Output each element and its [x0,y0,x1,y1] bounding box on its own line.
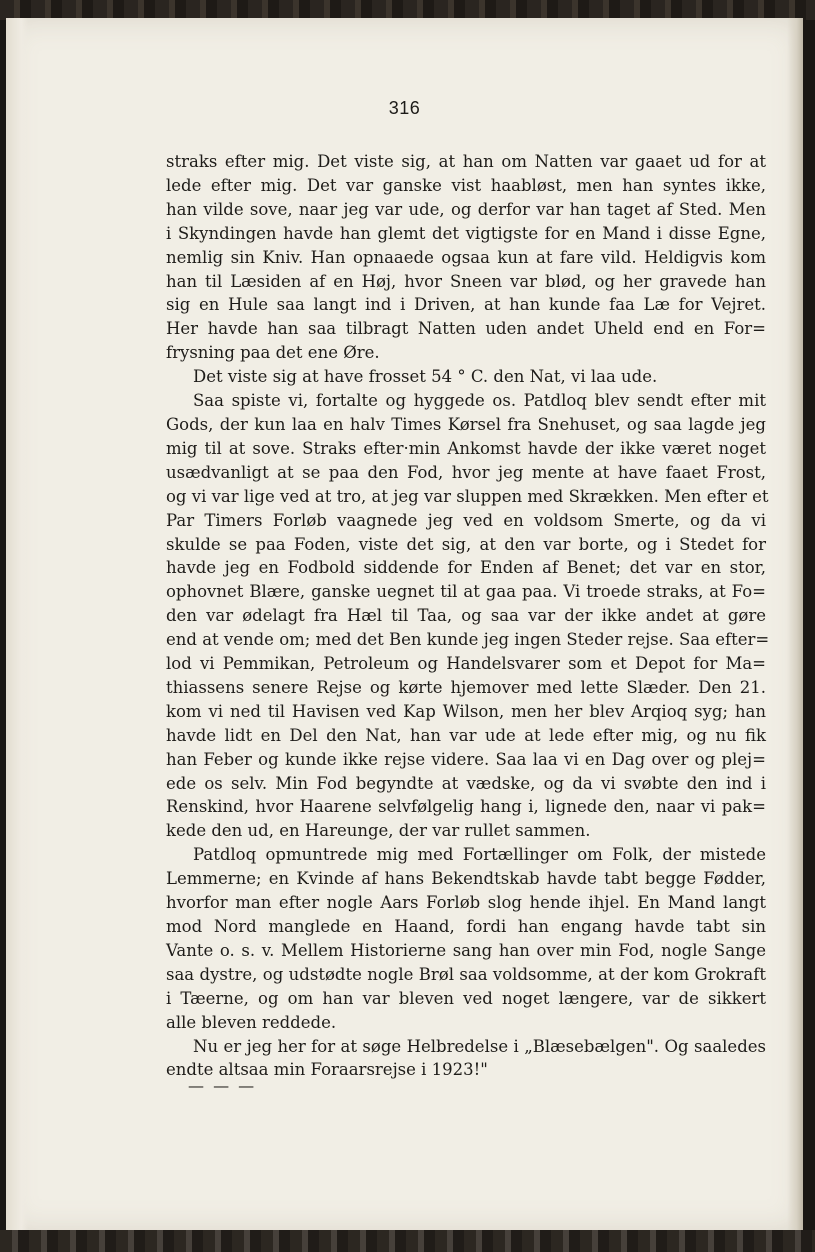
text-line: thiassens senere Rejse og kørte hjemover med lette Slæder. Den 21. [166,677,766,697]
text-line: havde lidt en Del den Nat, han var ude at lede efter mig, og nu fik [166,725,766,745]
text-line: saa dystre, og udstødte nogle Brøl saa voldsomme, at der kom Grokraft [166,964,766,984]
text-line: Nu er jeg her for at søge Helbredelse i „Blæsebælgen". Og saaledes [193,1036,766,1056]
text-line: hvorfor man efter nogle Aars Forløb slog hende ihjel. En Mand langt [166,893,766,913]
page-number: 316 [388,98,421,118]
text-line: endte altsaa min Foraarsrejse i 1923!" [166,1060,488,1080]
text-line: usædvanligt at se paa den Fod, hvor jeg mente at have faaet Frost, [166,462,766,482]
text-line: havde jeg en Fodbold siddende for Enden af Benet; det var en stor, [166,558,766,578]
text-line: Gods, der kun laa en halv Times Kørsel fra Snehuset, og saa lagde jeg [166,414,766,434]
text-line: lod vi Pemmikan, Petroleum og Handelsvarer som et Depot for Ma= [166,654,766,674]
text-line: han Feber og kunde ikke rejse videre. Saa laa vi en Dag over og plej= [166,749,766,769]
text-line: Det viste sig at have frosset 54 ° C. den Nat, vi laa ude. [193,367,658,387]
text-line: han vilde sove, naar jeg var ude, og derfor var han taget af Sted. Men [166,199,766,219]
book-page [6,18,803,1232]
text-line: og vi var lige ved at tro, at jeg var sluppen med Skrækken. Men efter et [166,486,769,506]
section-separator: — — — [188,1076,257,1095]
text-line: end at vende om; med det Ben kunde jeg ingen Steder rejse. Saa efter= [166,630,770,650]
body-text [166,150,770,1082]
text-line: kede den ud, en Hareunge, der var rullet sammen. [166,821,591,841]
text-line: straks efter mig. Det viste sig, at han om Natten var gaaet ud for at [166,152,766,171]
text-line: nemlig sin Kniv. Han opnaaede ogsaa kun at fare vild. Heldigvis kom [166,247,766,267]
text-line: Patdloq opmuntrede mig med Fortællinger om Folk, der mistede [193,845,766,865]
text-line: Saa spiste vi, fortalte og hyggede os. Patdloq blev sendt efter mit [193,391,766,411]
text-line: mig til at sove. Straks efter·min Ankomst havde der ikke været noget [166,438,766,458]
text-line: mod Nord manglede en Haand, fordi han engang havde tabt sin [166,917,766,936]
text-line: Par Timers Forløb vaagnede jeg ved en voldsom Smerte, og da vi [166,510,766,530]
scan-top-edge [0,0,815,20]
text-line: sig en Hule saa langt ind i Driven, at han kunde faa Læ for Vejret. [166,295,766,315]
text-line: den var ødelagt fra Hæl til Taa, og saa var der ikke andet at gøre [166,606,766,626]
text-line: skulde se paa Foden, viste det sig, at den var borte, og i Stedet for [166,534,766,554]
page-binding-edge [6,18,28,1232]
text-line: ede os selv. Min Fod begyndte at vædske, og da vi svøbte den ind i [166,773,766,793]
text-line: han til Læsiden af en Høj, hvor Sneen var blød, og her gravede han [166,271,766,291]
text-line: Her havde han saa tilbragt Natten uden andet Uheld end en For= [166,319,766,339]
text-line: frysning paa det ene Øre. [166,343,380,363]
text-line: lede efter mig. Det var ganske vist haabløst, men han syntes ikke, [166,175,766,195]
text-line: i Tæerne, og om han var bleven ved noget længere, var de sikkert [166,988,766,1008]
scan-bottom-edge [0,1230,815,1252]
text-line: kom vi ned til Havisen ved Kap Wilson, men her blev Arqioq syg; han [166,701,766,721]
text-line: Renskind, hvor Haarene selvfølgelig hang i, lignede den, naar vi pak= [166,797,766,817]
text-line: alle bleven reddede. [166,1012,337,1032]
text-line: Lemmerne; en Kvinde af hans Bekendtskab havde tabt begge Fødder, [166,869,766,889]
text-line: ophovnet Blære, ganske uegnet til at gaa paa. Vi troede straks, at Fo= [166,582,766,602]
text-line: Vante o. s. v. Mellem Historierne sang han over min Fod, nogle Sange [166,940,766,960]
text-line: i Skyndingen havde han glemt det vigtigste for en Mand i disse Egne, [166,223,766,243]
page-right-shadow [787,18,803,1232]
